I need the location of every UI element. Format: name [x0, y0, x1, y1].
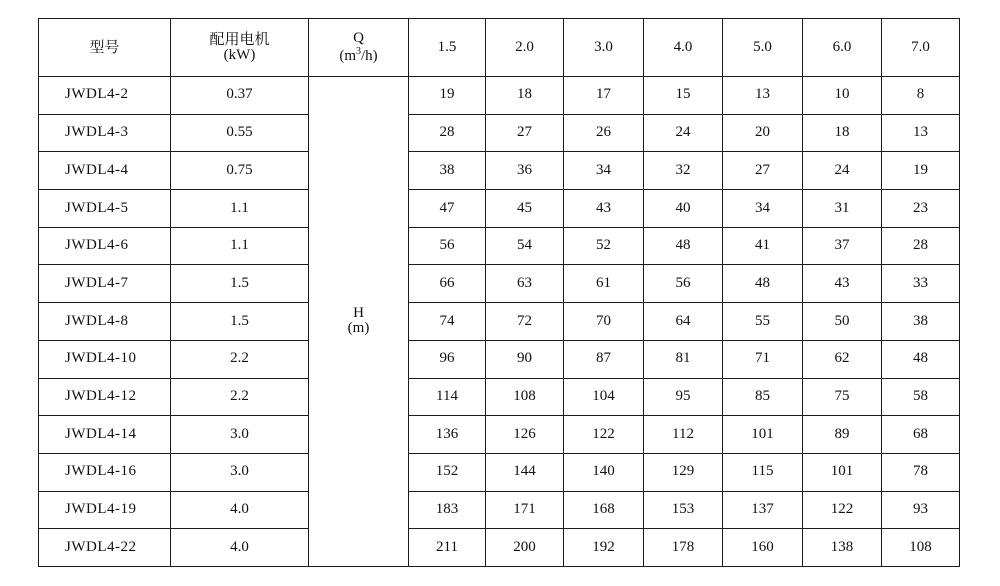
head-value-cell: 48 [644, 227, 723, 265]
power-cell: 4.0 [171, 491, 309, 529]
head-value-cell: 192 [564, 529, 644, 567]
head-value-cell: 138 [803, 529, 882, 567]
head-value-cell: 18 [803, 114, 882, 152]
header-flow-value: 2.0 [486, 19, 564, 77]
head-value-cell: 136 [409, 416, 486, 454]
head-value-cell: 78 [882, 453, 960, 491]
header-motor-power [171, 19, 309, 77]
head-value-cell: 122 [803, 491, 882, 529]
head-unit: (m) [347, 320, 370, 337]
head-value-cell: 24 [644, 114, 723, 152]
head-value-cell: 160 [723, 529, 803, 567]
table-body [39, 77, 960, 567]
head-value-cell: 93 [882, 491, 960, 529]
head-value-cell: 32 [644, 152, 723, 190]
model-cell: JWDL4-12 [39, 378, 171, 416]
head-value-cell: 72 [486, 303, 564, 341]
model-cell: JWDL4-8 [39, 303, 171, 341]
head-value-cell: 17 [564, 77, 644, 115]
head-value-cell: 41 [723, 227, 803, 265]
head-value-cell: 28 [882, 227, 960, 265]
head-label: H [353, 304, 364, 321]
head-value-cell: 19 [409, 77, 486, 115]
head-value-cell: 87 [564, 340, 644, 378]
model-cell: JWDL4-4 [39, 152, 171, 190]
header-motor-unit: (kW) [223, 46, 256, 63]
head-value-cell: 211 [409, 529, 486, 567]
model-cell: JWDL4-6 [39, 227, 171, 265]
header-flow-label: Q [353, 29, 364, 46]
power-cell: 0.75 [171, 152, 309, 190]
head-value-cell: 153 [644, 491, 723, 529]
model-cell: JWDL4-16 [39, 453, 171, 491]
head-value-cell: 108 [882, 529, 960, 567]
table-row [39, 303, 960, 341]
table-row [39, 190, 960, 228]
head-value-cell: 19 [882, 152, 960, 190]
head-value-cell: 36 [486, 152, 564, 190]
header-flow-value: 5.0 [723, 19, 803, 77]
head-value-cell: 74 [409, 303, 486, 341]
head-value-cell: 10 [803, 77, 882, 115]
head-value-cell: 129 [644, 453, 723, 491]
head-value-cell: 137 [723, 491, 803, 529]
head-value-cell: 66 [409, 265, 486, 303]
head-value-cell: 152 [409, 453, 486, 491]
head-value-cell: 183 [409, 491, 486, 529]
head-value-cell: 70 [564, 303, 644, 341]
table-row [39, 77, 960, 115]
head-value-cell: 61 [564, 265, 644, 303]
head-value-cell: 33 [882, 265, 960, 303]
head-value-cell: 28 [409, 114, 486, 152]
head-value-cell: 34 [564, 152, 644, 190]
model-cell: JWDL4-19 [39, 491, 171, 529]
head-value-cell: 112 [644, 416, 723, 454]
head-value-cell: 71 [723, 340, 803, 378]
model-cell: JWDL4-3 [39, 114, 171, 152]
head-value-cell: 8 [882, 77, 960, 115]
power-cell: 3.0 [171, 416, 309, 454]
power-cell: 1.1 [171, 227, 309, 265]
head-value-cell: 140 [564, 453, 644, 491]
head-value-cell: 56 [644, 265, 723, 303]
model-cell: JWDL4-10 [39, 340, 171, 378]
power-cell: 2.2 [171, 340, 309, 378]
head-value-cell: 126 [486, 416, 564, 454]
table-row [39, 114, 960, 152]
head-value-cell: 58 [882, 378, 960, 416]
head-value-cell: 56 [409, 227, 486, 265]
head-value-cell: 63 [486, 265, 564, 303]
head-value-cell: 13 [723, 77, 803, 115]
head-value-cell: 13 [882, 114, 960, 152]
power-cell: 0.55 [171, 114, 309, 152]
head-value-cell: 38 [882, 303, 960, 341]
power-cell: 3.0 [171, 453, 309, 491]
power-cell: 1.1 [171, 190, 309, 228]
head-value-cell: 43 [564, 190, 644, 228]
power-cell: 4.0 [171, 529, 309, 567]
head-value-cell: 52 [564, 227, 644, 265]
header-model-label: 型号 [89, 37, 120, 56]
power-cell: 1.5 [171, 265, 309, 303]
model-cell: JWDL4-5 [39, 190, 171, 228]
head-value-cell: 15 [644, 77, 723, 115]
head-value-cell: 45 [486, 190, 564, 228]
head-value-cell: 27 [486, 114, 564, 152]
header-flow [309, 19, 409, 77]
header-row [39, 19, 960, 77]
head-value-cell: 47 [409, 190, 486, 228]
head-value-cell: 48 [723, 265, 803, 303]
head-value-cell: 68 [882, 416, 960, 454]
header-flow-value: 3.0 [564, 19, 644, 77]
table-row [39, 453, 960, 491]
head-value-cell: 55 [723, 303, 803, 341]
table-row [39, 416, 960, 454]
head-value-cell: 48 [882, 340, 960, 378]
header-flow-unit: $(m^3/h)$ [339, 45, 378, 64]
head-value-cell: 18 [486, 77, 564, 115]
table-row [39, 340, 960, 378]
model-cell: JWDL4-2 [39, 77, 171, 115]
head-value-cell: 26 [564, 114, 644, 152]
header-motor-label: 配用电机 [209, 29, 270, 48]
header-model [39, 19, 171, 77]
head-value-cell: 114 [409, 378, 486, 416]
head-label-cell [309, 77, 409, 567]
head-value-cell: 38 [409, 152, 486, 190]
head-value-cell: 101 [803, 453, 882, 491]
head-value-cell: 96 [409, 340, 486, 378]
model-cell: JWDL4-7 [39, 265, 171, 303]
head-value-cell: 90 [486, 340, 564, 378]
head-value-cell: 50 [803, 303, 882, 341]
head-value-cell: 20 [723, 114, 803, 152]
model-cell: JWDL4-14 [39, 416, 171, 454]
head-value-cell: 40 [644, 190, 723, 228]
head-value-cell: 171 [486, 491, 564, 529]
power-cell: 1.5 [171, 303, 309, 341]
head-value-cell: 85 [723, 378, 803, 416]
head-value-cell: 144 [486, 453, 564, 491]
power-cell: 0.37 [171, 77, 309, 115]
power-cell: 2.2 [171, 378, 309, 416]
head-value-cell: 108 [486, 378, 564, 416]
head-value-cell: 104 [564, 378, 644, 416]
head-value-cell: 178 [644, 529, 723, 567]
head-value-cell: 31 [803, 190, 882, 228]
head-value-cell: 81 [644, 340, 723, 378]
table-row [39, 265, 960, 303]
head-value-cell: 75 [803, 378, 882, 416]
head-value-cell: 54 [486, 227, 564, 265]
pump-performance-table [38, 18, 960, 567]
table-row [39, 378, 960, 416]
head-value-cell: 64 [644, 303, 723, 341]
table-row [39, 152, 960, 190]
table-row [39, 491, 960, 529]
head-value-cell: 24 [803, 152, 882, 190]
head-value-cell: 43 [803, 265, 882, 303]
head-value-cell: 62 [803, 340, 882, 378]
model-cell: JWDL4-22 [39, 529, 171, 567]
header-flow-value: 6.0 [803, 19, 882, 77]
head-value-cell: 95 [644, 378, 723, 416]
head-value-cell: 34 [723, 190, 803, 228]
head-value-cell: 122 [564, 416, 644, 454]
head-value-cell: 89 [803, 416, 882, 454]
table-row [39, 227, 960, 265]
head-value-cell: 27 [723, 152, 803, 190]
header-flow-value: 1.5 [409, 19, 486, 77]
head-value-cell: 37 [803, 227, 882, 265]
head-value-cell: 168 [564, 491, 644, 529]
head-value-cell: 23 [882, 190, 960, 228]
header-flow-value: 4.0 [644, 19, 723, 77]
head-value-cell: 200 [486, 529, 564, 567]
table-row [39, 529, 960, 567]
header-flow-value: 7.0 [882, 19, 960, 77]
head-value-cell: 115 [723, 453, 803, 491]
head-value-cell: 101 [723, 416, 803, 454]
